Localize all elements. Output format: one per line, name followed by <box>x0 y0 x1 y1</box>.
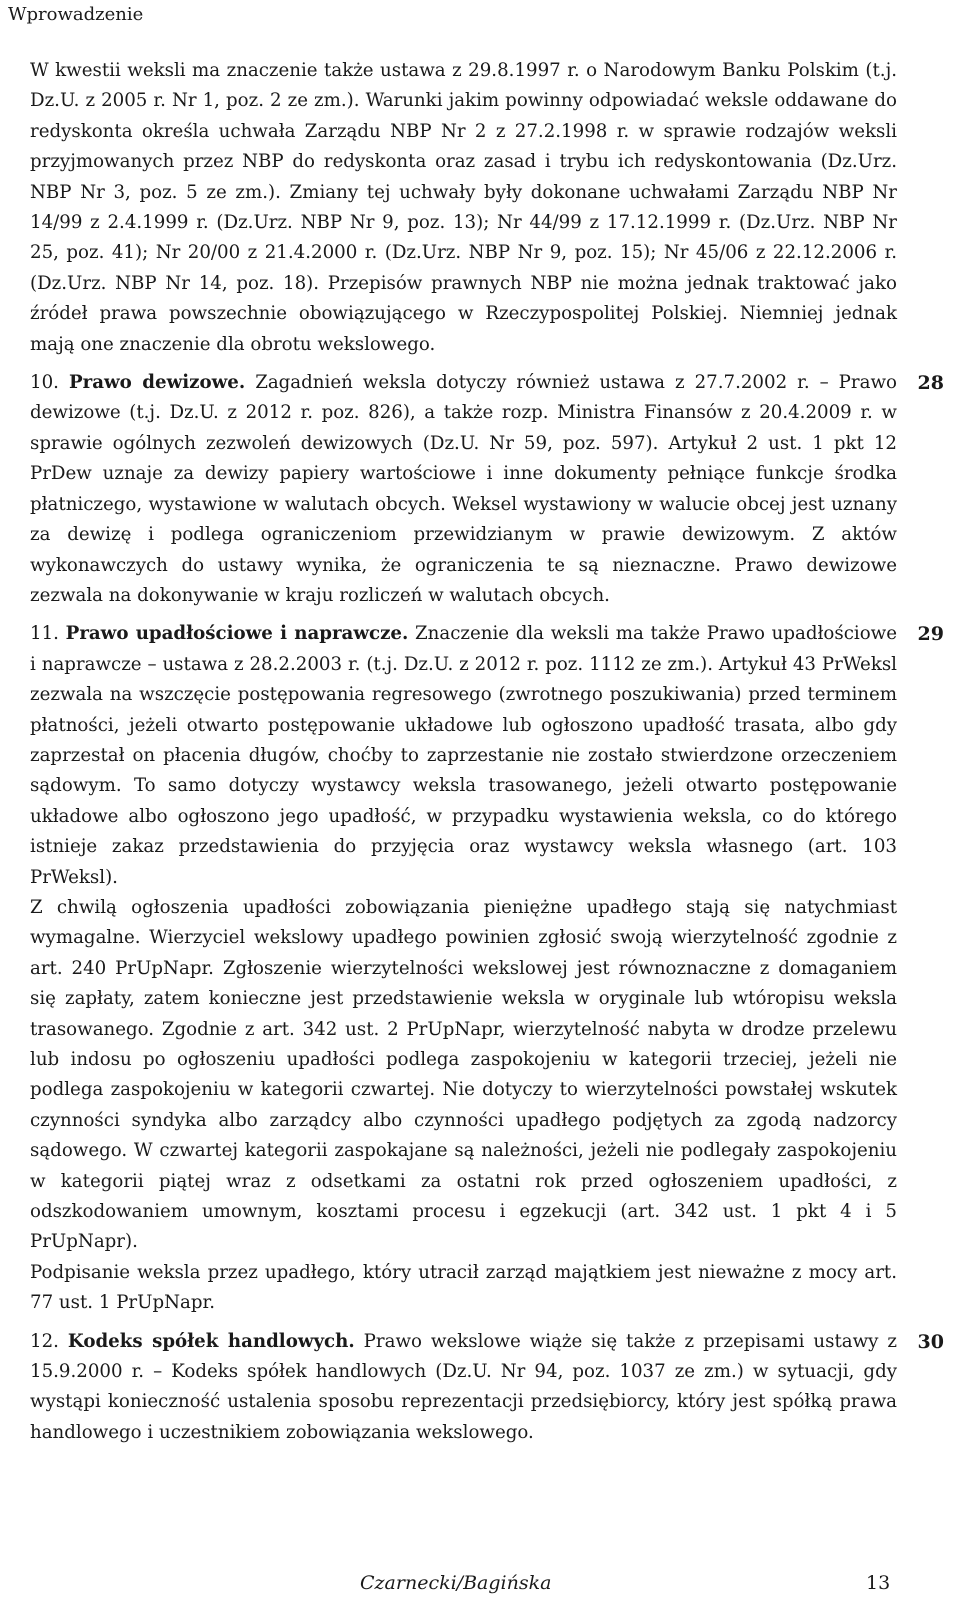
section-10-text: Zagadnień weksla dotyczy również ustawa z 27.7.2002 r. – Prawo dewizowe (t.j. Dz.U. z 2012 r. poz. 826), a także rozp. Ministra Finansów z 20.4.2009 r. w sprawie ogólnych zezwoleń dewizowych (Dz.U. Nr 59, poz. 597). Artykuł 2 ust. 1 pkt 12 PrDew uznaje za dewizy papiery wartościowe i inne dokumenty pełniące funkcje środka płatniczego, wystawione w walutach obcych. Weksel wystawiony w walucie obcej jest uznany za dewizę i podlega ograniczeniom przewidzianym w prawie dewizowym. Z aktów wykonawczych do ustawy wynika, że ograniczenia te są nieznaczne. Prawo dewizowe zezwala na dokonywanie w kraju rozliczeń w walutach obcych. <box>30 372 897 606</box>
section-12-text: Prawo wekslowe wiąże się także z przepisami ustawy z 15.9.2000 r. – Kodeks spółek handlowych (Dz.U. Nr 94, poz. 1037 ze zm.) w sytuacji, gdy wystąpi konieczność ustalenia sposobu reprezentacji przedsiębiorcy, który jest spółką prawa handlowego i uczestnikiem zobowiązania wekslowego. <box>30 1330 897 1443</box>
section-11-paragraph-2: Z chwilą ogłoszenia upadłości zobowiązania pieniężne upadłego stają się natychmiast wymagalne. Wierzyciel wekslowy upadłego powinien zgłosić swoją wierzytelność zgodnie z art. 240 PrUpNapr. Zgłoszenie wierzytelności wekslowej jest równoznaczne z domaganiem się zapłaty, zatem konieczne jest przedstawienie weksla w oryginale lub wtóropisu weksla trasowanego. Zgodnie z art. 342 ust. 2 PrUpNapr, wierzytelność nabyta w drodze przelewu lub indosu po ogłoszeniu upadłości podlega zaspokojeniu w kategorii trzeciej, jeżeli nie podlega zaspokojeniu w kategorii czwartej. Nie dotyczy to wierzytelności powstałej wskutek czynności syndyka albo zarządcy albo czynności upadłego podjętych za zgodą nadzorcy sądowego. W czwartej kategorii zaspokajane są należności, jeżeli nie podlegały zaspokojeniu w kategorii piątej wraz z odsetkami za ostatni rok przed ogłoszeniem upadłości, z odszkodowaniem umownym, kosztami procesu i egzekucji (art. 342 ust. 1 pkt 4 i 5 PrUpNapr). <box>30 896 897 1253</box>
footer-authors: Czarnecki/Bagińska <box>360 1572 552 1594</box>
section-12-number: 12. <box>30 1330 59 1352</box>
section-12-title: Kodeks spółek handlowych. <box>67 1330 355 1352</box>
running-header: Wprowadzenie <box>8 4 144 25</box>
section-12 <box>30 1327 944 1449</box>
section-11-text: Znaczenie dla weksli ma także Prawo upadłościowe i naprawcze – ustawa z 28.2.2003 r. (t.j. Dz.U. z 2012 r. poz. 1112 ze zm.). Artykuł 43 PrWeksl zezwala na wszczęcie postępowania regresowego (zwrotnego poszukiwania) przed terminem płatności, jeżeli otwarto postępowanie układowe lub ogłoszono upadłość trasata, albo gdy zaprzestał on płacenia długów, choćby to zaprzestanie nie zostało stwierdzone orzeczeniem sądowym. To samo dotyczy wystawcy weksla trasowanego, jeżeli otwarto postępowanie układowe albo ogłoszono jego upadłość, w przypadku wystawienia weksla, co do którego istnieje zakaz przedstawienia do przyjęcia oraz wystawcy weksla własnego (art. 103 PrWeksl). <box>30 623 897 888</box>
section-11-title: Prawo upadłościowe i naprawcze. <box>65 623 409 645</box>
section-10-title: Prawo dewizowe. <box>68 372 246 394</box>
page-number: 13 <box>866 1572 891 1594</box>
page-body <box>30 56 944 1448</box>
margin-number-30: 30 <box>917 1330 944 1353</box>
margin-number-28: 28 <box>917 372 944 395</box>
paragraph-nbp: W kwestii weksli ma znaczenie także ustawa z 29.8.1997 r. o Narodowym Banku Polskim (t.j. Dz.U. z 2005 r. Nr 1, poz. 2 ze zm.). Warunki jakim powinny odpowiadać weksle oddawane do redyskonta określa uchwała Zarządu NBP Nr 2 z 27.2.1998 r. w sprawie rodzajów weksli przyjmowanych przez NBP do redyskonta oraz zasad i trybu ich redyskontowania (Dz.Urz. NBP Nr 3, poz. 5 ze zm.). Zmiany tej uchwały były dokonane uchwałami Zarządu NBP Nr 14/99 z 2.4.1999 r. (Dz.Urz. NBP Nr 9, poz. 13); Nr 44/99 z 17.12.1999 r. (Dz.Urz. NBP Nr 25, poz. 41); Nr 20/00 z 21.4.2000 r. (Dz.Urz. NBP Nr 9, poz. 15); Nr 45/06 z 22.12.2006 r. (Dz.Urz. NBP Nr 14, poz. 18). Przepisów prawnych NBP nie można jednak traktować jako źródeł prawa powszechnie obowiązującego w Rzeczypospolitej Polskiej. Niemniej jednak mają one znaczenie dla obrotu wekslowego. <box>30 60 897 355</box>
section-10 <box>30 368 944 611</box>
section-10-number: 10. <box>30 372 59 394</box>
margin-number-29: 29 <box>917 623 944 646</box>
section-11 <box>30 619 944 1318</box>
section-11-paragraph-3: Podpisanie weksla przez upadłego, który utracił zarząd majątkiem jest nieważne z mocy art. 77 ust. 1 PrUpNapr. <box>30 1261 897 1314</box>
section-11-number: 11. <box>30 623 59 645</box>
